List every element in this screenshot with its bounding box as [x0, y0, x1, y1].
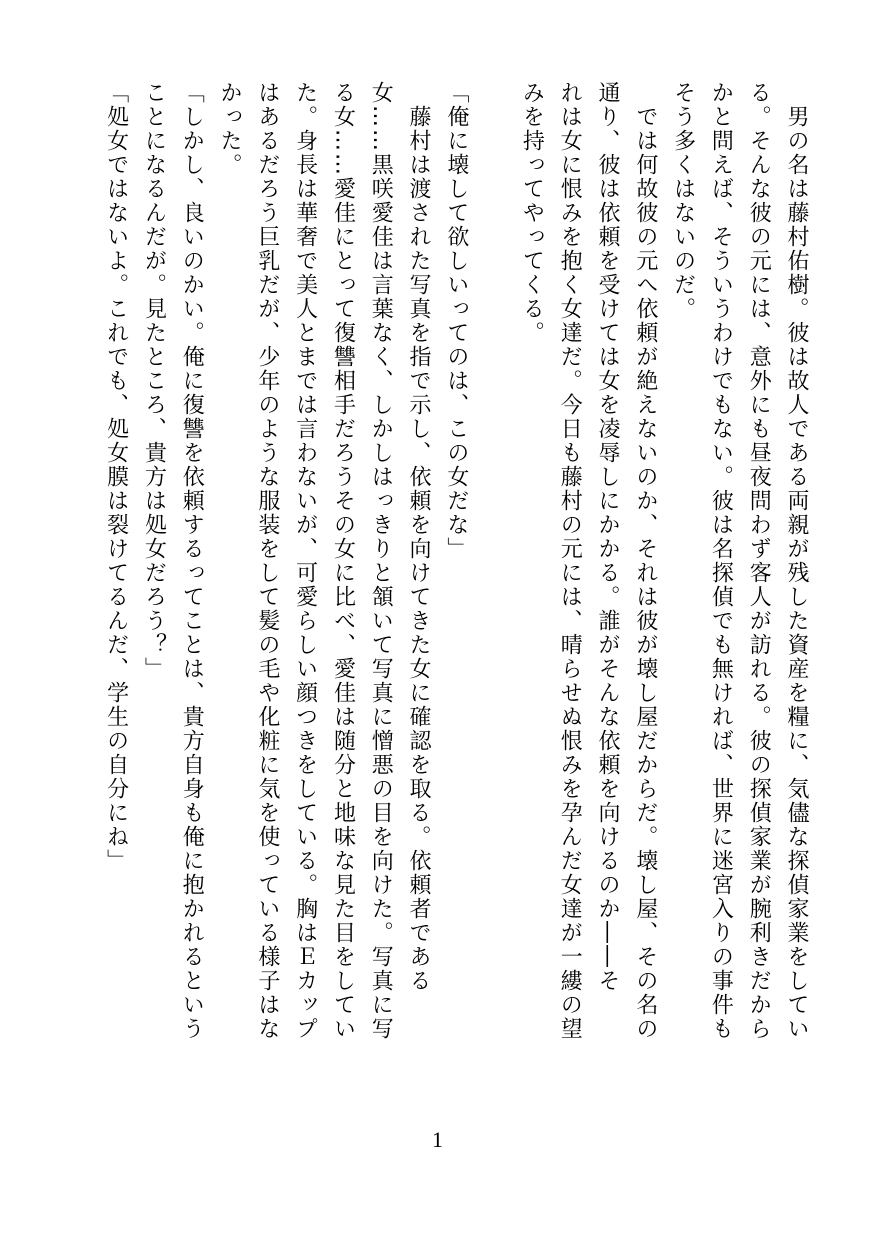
text-line-1: 男の名は藤村佑樹。彼は故人である両親が残した資産を糧に、気儘な探偵家業をしてい [784, 81, 809, 1041]
text-line-19: 「処女ではないよ。これでも、処女膜は裂けてるんだ、学生の自分にね」 [103, 81, 129, 873]
text-line-5: では何故彼の元へ依頼が絶えないのか、それは彼が壊し屋だからだ。壊し屋、その名の [632, 81, 658, 1041]
text-line-16: かった。 [217, 81, 243, 177]
text-line-8: みを持ってやってくる。 [519, 81, 545, 345]
text-line-12: 女……黒咲愛佳は言葉なく、しかしはっきりと頷いて写真に憎悪の目を向けた。写真に写 [368, 81, 394, 1041]
text-line-7: れは女に恨みを抱く女達だ。今日も藤村の元には、晴らせぬ恨みを孕んだ女達が一縷の望 [557, 81, 583, 1041]
vertical-text-body [45, 81, 815, 1141]
text-line-3: かと問えば、そういうわけでもない。彼は名探偵でも無ければ、世界に迷宮入りの事件も [708, 81, 734, 1041]
text-line-6: 通り、彼は依頼を受けては女を凌辱しにかかる。誰がそんな依頼を向けるのか――そ [595, 81, 621, 993]
text-line-14: た。身長は華奢で美人とまでは言わないが、可愛らしい顔つきをしている。胸はＥカップ [292, 81, 318, 1041]
text-line-11: 藤村は渡された写真を指で示し、依頼を向けてきた女に確認を取る。依頼者である [406, 81, 432, 993]
blank-line [475, 81, 513, 1141]
text-line-2: る。そんな彼の元には、意外にも昼夜問わず客人が訪れる。彼の探偵家業が腕利きだから [746, 81, 772, 1041]
text-line-4: そう多くはないのだ。 [670, 81, 696, 321]
text-line-18: ことになるんだが。見たところ、貴方は処女だろう？」 [141, 81, 167, 681]
text-line-17: 「しかし、良いのかい。俺に復讐を依頼するってことは、貴方自身も俺に抱かれるという [179, 81, 205, 1041]
page-number: 1 [432, 1127, 443, 1152]
text-line-15: はあるだろう巨乳だが、少年のような服装をして髪の毛や化粧に気を使っている様子はな [254, 81, 280, 1041]
text-line-10: 「俺に壊して欲しいってのは、この女だな」 [443, 81, 469, 561]
text-line-13: る女……愛佳にとって復讐相手だろうその女に比べ、愛佳は随分と地味な見た目をしてい [330, 81, 356, 1041]
